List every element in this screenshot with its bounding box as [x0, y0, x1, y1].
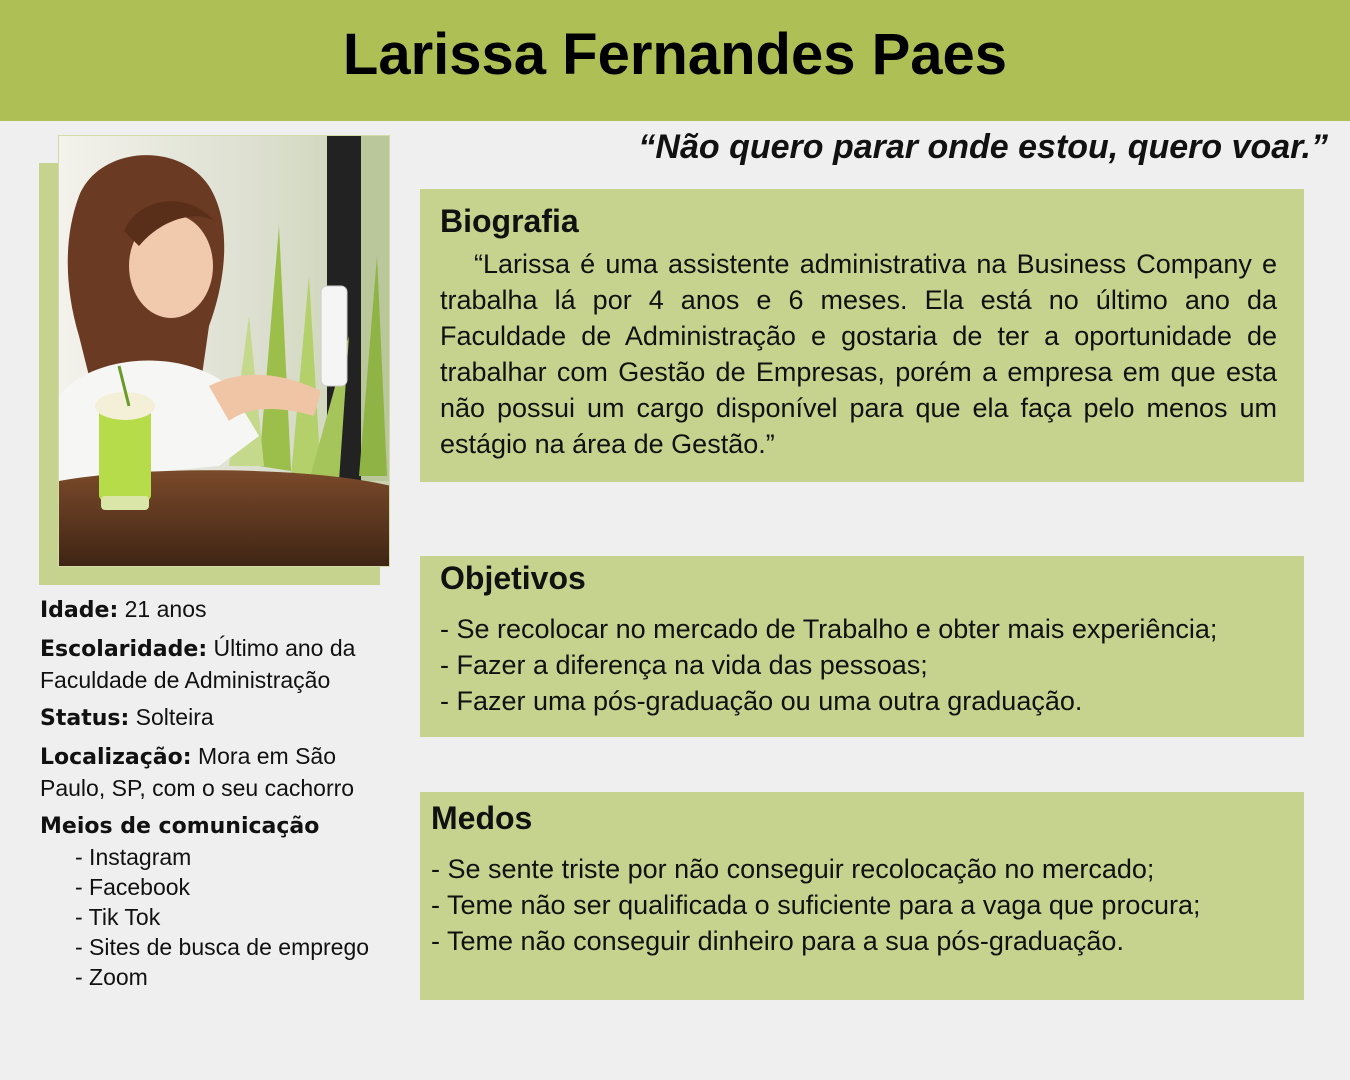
objetivos-list: [440, 611, 1294, 719]
channel-item: - Facebook: [75, 874, 191, 900]
channel-item: - Zoom: [75, 964, 148, 990]
persona-quote: “Não quero parar onde estou, quero voar.”: [638, 128, 1328, 166]
location-value: Mora em São Paulo, SP, com o seu cachorro: [40, 743, 355, 801]
objetivo-item: - Se recolocar no mercado de Trabalho e obter mais experiência;: [440, 614, 1218, 644]
channel-item: - Sites de busca de emprego: [75, 934, 370, 960]
channels-label: Meios de comunicação: [40, 814, 320, 839]
location-row: [40, 741, 400, 803]
location-label: Localização:: [40, 745, 192, 770]
objetivos-title: Objetivos: [440, 560, 586, 596]
age-value: 21 anos: [124, 596, 207, 622]
age-row: [40, 594, 400, 626]
status-value: Solteira: [135, 704, 214, 730]
education-label: Escolaridade:: [40, 637, 208, 662]
status-label: Status:: [40, 706, 130, 731]
status-row: [40, 702, 400, 734]
biografia-box: [420, 189, 1304, 482]
objetivos-box: [420, 556, 1304, 737]
education-value: Último ano da Faculdade de Administração: [40, 635, 356, 693]
medo-item: - Teme não ser qualificada o suficiente para a vaga que procura;: [431, 890, 1201, 920]
photo-illustration: [59, 136, 390, 567]
medos-list: [431, 851, 1294, 959]
profile-details: [40, 594, 400, 992]
biografia-text: “Larissa é uma assistente administrativa na Business Company e trabalha lá por 4 anos e 6 meses. Ela está no último ano da Faculdade de Administração e gostaria de ter a oportunidade de trabalhar com Gestão de Empresas, porém a empresa em que esta não possui um cargo disponível para que ela faça pelo menos um estágio na área de Gestão.”: [440, 249, 1277, 459]
objetivo-item: - Fazer a diferença na vida das pessoas;: [440, 650, 928, 680]
channel-item: - Instagram: [75, 844, 192, 870]
channels-section: [40, 810, 400, 992]
persona-photo: [58, 135, 390, 567]
medo-item: - Teme não conseguir dinheiro para a sua pós-graduação.: [431, 926, 1124, 956]
channel-item: - Tik Tok: [75, 904, 161, 930]
header-banner: [0, 0, 1350, 121]
persona-name: Larissa Fernandes Paes: [342, 22, 1008, 87]
education-row: [40, 633, 400, 695]
medo-item: - Se sente triste por não conseguir recolocação no mercado;: [431, 854, 1155, 884]
biografia-title: Biografia: [440, 203, 579, 239]
medos-title: Medos: [431, 800, 533, 836]
medos-box: [420, 792, 1304, 1000]
objetivo-item: - Fazer uma pós-graduação ou uma outra graduação.: [440, 686, 1083, 716]
age-label: Idade:: [40, 598, 119, 623]
channels-list: [40, 842, 400, 992]
